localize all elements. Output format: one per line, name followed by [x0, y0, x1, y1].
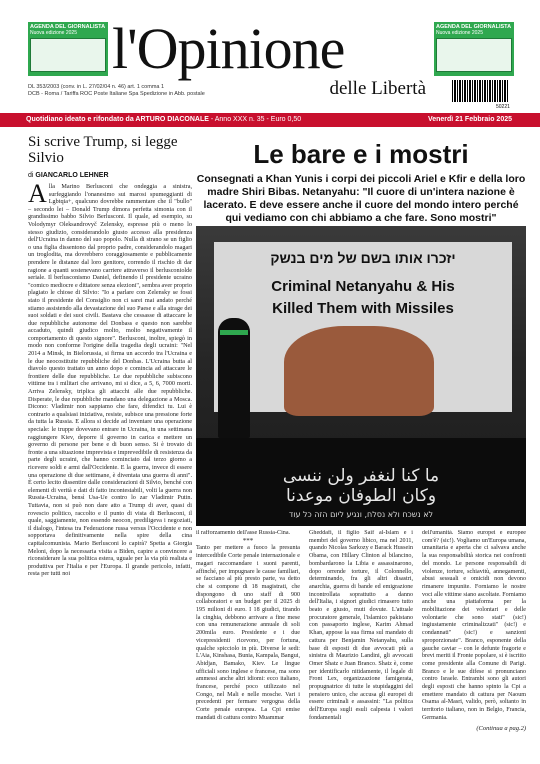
asterism: ***: [242, 536, 254, 545]
author-prefix: di: [28, 172, 36, 179]
banner-portrait: [284, 326, 434, 416]
red-info-bar: [0, 113, 540, 127]
column-3-text: dell'umanità. Siamo europei e europee com'è? (sic!). Vogliamo un'Europa umana, umanitaria e aperta che ci salvava anche la sua responsabilità storica nei confronti del mondo. Le persone responsabili di violenze, torture, schiavitù, annegamenti, abusi sessuali e omicidi non devono rimanere impunite. Forniamo le nostre voci alle vittime siano ascoltate. Forniamo anche una piattaforma per la mobilitazione dei volontari e delle volontarie che sono stati" (sic!) ingiustamente criminalizzati" (sic!) e condannati" (sic!) e sanzioni sproporzionate". Branco, esponente della gauche caviar – con le defunte fragorie e brevi meriti il Fronte popolare, si è iscritto come presidente alla Comune di Parigi. Branco e le sue difese si pronunciano contro Israele. Entrambi sono gli autori degli esposti che hanno spinto la Cpi a emettere mandato di cattura per Naoum Osama al-Masri, valido, però, soltanto in territorio italiano, non in Belgio, Francia, Germania.: [422, 530, 526, 721]
arabic-line-2: وكان الطوفان موعدنا: [285, 486, 437, 506]
promo-right-title: AGENDA DEL GIORNALISTA: [436, 24, 512, 30]
column-2: Gheddafi, il figlio Saif al-Islam e i membri del governo libico, ma nel 2011, quando Nicolas Sarkozy e Barack Hussein Obama, con Hillary Clinton al bilancino, bombardarono la Libia e assassinarono, dopo orrende torture, il Colonnello, determinando, fra gli altri disastri, anarchia, guerra di bande ed emigrazione incontrollata soprattutto a danno dell'Italia, i signori giudici rimasero tutto beato e giusto, muti dovute. L'attuale procuratore generale, l'islamico pakistano con passaporto inglese, Karim Ahmad Khan, appose la sua firma sul mandato di cattura per Benjamin Netanyahu, sulla base di esposti di due avvocati più a sinistra di Maurizio Landini, gli avvocati Omer Shatz e Juan Branco. Shatz è, come per identificarlo nitidamente, il legale di Front Lex, organizzazione famigerata, propugnatrice di tutte le stupidaggini del pensiero unico, che accusa gli europei di essere criminali e assassini: "La politica dell'Europa sugli esuli calpesta i valori fondamentali: [309, 530, 413, 721]
banner-line-2: Criminal Netanyahu & His: [271, 278, 455, 295]
continue-link[interactable]: (Continua a pag.2): [476, 724, 526, 732]
banner-hebrew: יזכרו אותו בשם של מים בנשק: [270, 250, 456, 266]
main-photo: [196, 226, 526, 526]
militant-figure: [218, 318, 250, 438]
main-subhead: Consegnati a Khan Yunis i corpi dei piccoli Ariel e Kfir e della loro madre Shiri Bibas. Netanyahu: "Il cuore di un'intera nazione è lacerato. E deve essere anche il cuore del mondo intero perché qui vediamo con chi abbiamo a che fare. Sono mostri": [196, 173, 526, 224]
barcode-number: 50221: [496, 104, 510, 110]
column-1: [196, 530, 300, 762]
arabic-line-1: ما كنا لنغفر ولن ننسى: [282, 466, 440, 486]
left-article-byline: [28, 172, 192, 179]
edition-info: - Anno XXX n. 35 - Euro 0,50: [208, 116, 302, 123]
promo-right-image: [436, 38, 512, 72]
column-1-lead: il rafforzamento dell'asse Russia-Cina.: [196, 530, 291, 536]
left-article-text: lla Marino Berlusconi che ondeggia a sinistra, surfeggiando l'onanesimo sui marosi spumeggianti di Lgbtqia+, qualcuno dovrebbe rammentare che il "bullo" – secondo lei – Donald Trump dimora perfetta simonia con il grandissimo babbo Silvio Berlusconi. Il quale, ad esempio, su Volodymyr Oleksandrovyč Zelensky, espresse più o meno lo stesso giudizio, considerandolo giusto accesso alla presidenza dell'Ucraina in danno del suo popolo. Nulla di strano se un figlio o una figlia dissentono dal proprio padre, considerandolo magari un troglodita, ma dovrebbero coraggiosamente e pubblicamente prendere le distanze dal loro genitore, correndo il rischio di dar ragione a quanti sostenevano carriere attraverso il berlusconiolde seriale. Il berlusconismo Daniel, definendo il presidente ucraino "comico mediocre e dittatore senza elezioni", sembra aver proprio plagiato le chiose di Silvio: "Io a parlare con Zelensky se fossi stato il presidente del Consiglio non ci sarei mai andato perché stiamo assistendo alla devastazione del suo Paese e alla strage dei suoi soldati e dei suoi civili. Bastava che cessasse di attaccare le due repubbliche autonome del Donbass e questo non sarebbe accaduto, quindi giudico molto, molto negativamente il comportamento di questo signore". Berlusconi, inoltre, spiegò in modo non conforme l'origine della tragedia degli ucraini: "Nel 2014 a Minsk, in Bielorussia, si firma un accordo tra l'Ucraina e le due neocostituite repubbliche del Donbas. L'Ucraina butta al diavolo questo trattato un anno dopo e comincia ad attaccare le frontiere delle due repubbliche. Le due repubbliche subiscono vittime tra i militari che arrivano, mi si dice, a 5, 6, 7000 morti. Arriva Zelensky, triplica gli attacchi alle due repubbliche. Disperate, le due repubbliche mandano una delegazione a Mosca. Dicono: Vladimir non sappiamo che fare, difendici tu. Lui è contrario a qualsiasi iniziativa, resiste, subisce una pressione forte da tutta la Russia. E allora si decide ad inventare una operazione speciale: le truppe dovevano entrare in Ucraina, in una settimana raggiungere Kiev, deporre il governo in carica e mettere un governo di persone per bene e di buon senso. Si è trovato di fronte a una situazione imprevista e imprevedibile di resistenza da parte degli ucraini, che hanno cominciato dal terzo giorno a ricevere soldi e armi dall'Occidente. E la guerra, invece di essere una operazione di due settimane, è diventata una guerra di anni". È certo lecito dissentire dalle considerazioni di Silvio, benché con elementi di verità e dati di fatto incontestabili, volti la guerra non Russia-Ucraina, bensì Usa-Ue contro lo zar Vladimir Putin. Tuttavia, non si può non dare atto a Trump di aver, quasi di rovescio politico, raccolto e il punto di vista di Berlusconi, il quale, saggiamente, non essendo neocon, prediligeva i negoziati, il dialogo, l'intesa tra Federazione russa versus l'Occidente e non sopportava definitivamente nella spire della cina capitalcomunista. Mario Berlusconi lo capirà? Spetta a Giorgia Meloni, dopo la necessaria visita a Biden, capire a convincere a riconsiderare la sua politica estera, uguale per la via più realista e produttiva per l'Italia e per l'Europa. Il grande pericolo, infatti, resta per tutti noi: [28, 183, 192, 578]
green-headband: [220, 330, 248, 335]
banner-line-3: Killed Them with Missiles: [272, 300, 454, 317]
main-article-columns: [196, 530, 526, 762]
author-name: GIANCARLO LEHNER: [35, 172, 109, 179]
promo-right-sub: Nuova edizione 2025: [436, 30, 483, 36]
meta-line-2: DCB - Roma / Tariffa ROC Poste Italiane Spa Spedizione in Abb. postale: [28, 91, 205, 97]
column-3: [422, 530, 526, 762]
barcode: [452, 80, 508, 102]
hebrew-caption: לא נשכח ולא נסלח, ונגיע ליום הזה כל עוד: [288, 510, 434, 519]
slogan: Quotidiano ideato e rifondato da ARTURO DIACONALE: [26, 116, 209, 123]
promo-left-image: [30, 38, 106, 72]
promo-right[interactable]: [434, 22, 514, 76]
logo-sub: delle Libertà: [329, 78, 426, 99]
main-headline[interactable]: Le bare e i mostri: [253, 139, 469, 169]
column-1-text: Tanto per mettere a fuoco la presunta intercedibile Corte penale internazionale e magari raccomandare i suoni parenti, affinché, per impugnare le cause familiari, se facciano al più presto parte, va detto che si compone di 18 magistrati, che dispongono di uno staff di 900 collaboratori e un budget per il 2025 di 195 milioni di euro. I 18 giudici, tirando la cinghia, debbono arrivare a fine mese con una remunerazione annuale di soli 200mila euro. Presidente e i due vicepresidenti ricevono, per fortuna, qualche spicciolo in più. Diverse le sedi: L'Aia, Kinshasa, Bunia, Kampala, Bangui, Abidjan, Bamako, Kiev. Le lingue ufficiali sono inglese e francese, ma sono ammessi anche altri idiomi: ecco italiano, francese, perché poco utilizzato nel Congo, nel Mali e nelle mosche. Vari i precedenti per fermare vergogna della Corte penale europea. La Cpi emise mandati di cattura contro Muammar: [196, 545, 300, 721]
promo-left[interactable]: [28, 22, 108, 76]
arabic-banner: [196, 466, 526, 506]
issue-date: Venerdì 21 Febbraio 2025: [427, 116, 512, 123]
postal-meta: [28, 84, 238, 98]
left-article-body: [28, 179, 192, 578]
left-article: [28, 134, 192, 764]
masthead: [0, 0, 540, 112]
dropcap: A: [28, 179, 47, 208]
left-article-title[interactable]: Si scrive Trump, si legge Silvio: [28, 134, 178, 166]
promo-left-title: AGENDA DEL GIORNALISTA: [30, 24, 106, 30]
photo-banner: [214, 242, 512, 412]
promo-left-sub: Nuova edizione 2025: [30, 30, 77, 36]
meta-line-1: DL 353/2003 (conv. in L. 27/02/04 n. 46) art. 1 comma 1: [28, 84, 165, 90]
logo-main: l'Opinione: [112, 16, 345, 81]
